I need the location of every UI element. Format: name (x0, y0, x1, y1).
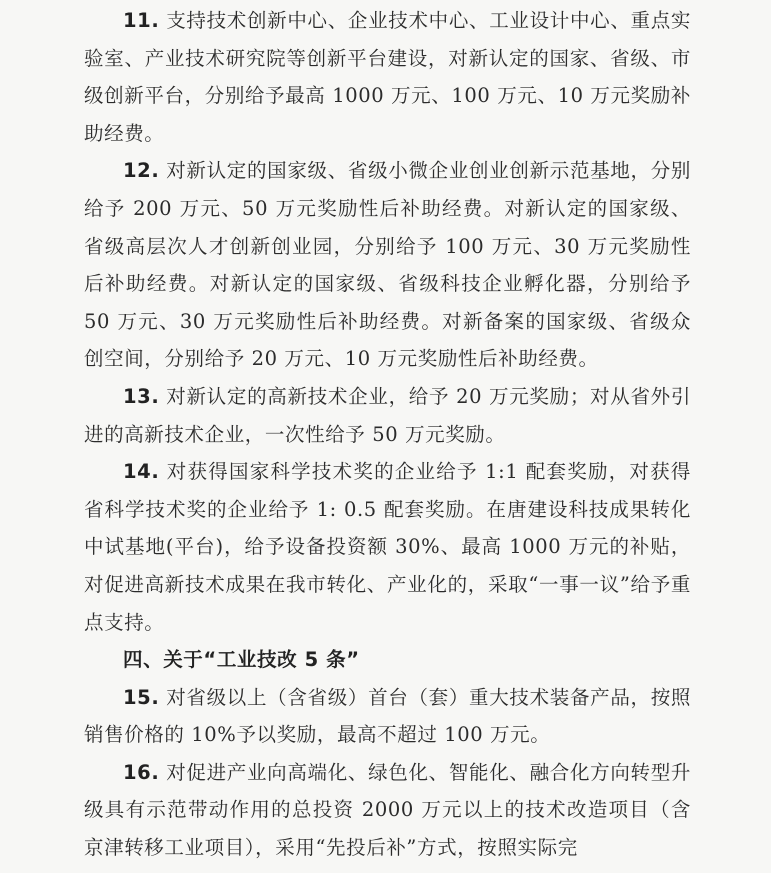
item-13-paragraph (84, 378, 691, 453)
item-12-number: 12. (123, 159, 160, 183)
item-14-paragraph (84, 453, 691, 641)
item-12-paragraph (84, 152, 691, 378)
item-15-paragraph (84, 679, 691, 754)
document-page (0, 2, 771, 873)
item-12-text: 对新认定的国家级、省级小微企业创业创新示范基地，分别给予 200 万元、50 万元奖励性后补助经费。对新认定的国家级、省级高层次人才创新创业园，分别给予 100 万元、30 万元奖励性后补助经费。对新认定的国家级、省级科技企业孵化器，分别给予 50 万元、30 万元奖励性后补助经费。对新备案的国家级、省级众创空间，分别给予 20 万元、10 万元奖励性后补助经费。 (84, 159, 691, 371)
item-16-text: 对促进产业向高端化、绿色化、智能化、融合化方向转型升级具有示范带动作用的总投资 2000 万元以上的技术改造项目（含京津转移工业项目），采用“先投后补”方式，按照实际完 (84, 760, 691, 860)
item-13-text: 对新认定的高新技术企业，给予 20 万元奖励；对从省外引进的高新技术企业，一次性给予 50 万元奖励。 (84, 384, 691, 446)
item-16-number: 16. (123, 760, 160, 784)
section-heading: 四、关于“工业技改 5 条” (123, 648, 360, 672)
item-16-paragraph (84, 754, 691, 867)
item-11-number: 11. (123, 9, 160, 32)
item-13-number: 13. (123, 384, 160, 408)
item-14-number: 14. (123, 460, 160, 484)
item-11-text: 支持技术创新中心、企业技术中心、工业设计中心、重点实验室、产业技术研究院等创新平台建设，对新认定的国家、省级、市级创新平台，分别给予最高 1000 万元、100 万元、10 万元奖励补助经费。 (84, 9, 691, 145)
item-15-text: 对省级以上（含省级）首台（套）重大技术装备产品，按照销售价格的 10%予以奖励，最高不超过 100 万元。 (84, 685, 691, 747)
item-15-number: 15. (123, 685, 160, 709)
item-14-text: 对获得国家科学技术奖的企业给予 1:1 配套奖励，对获得省科学技术奖的企业给予 1: 0.5 配套奖励。在唐建设科技成果转化中试基地(平台)，给予设备投资额 30%、最高 1000 万元的补贴，对促进高新技术成果在我市转化、产业化的，采取“一事一议”给予重点支持。 (84, 460, 691, 634)
item-11-paragraph (84, 2, 691, 152)
